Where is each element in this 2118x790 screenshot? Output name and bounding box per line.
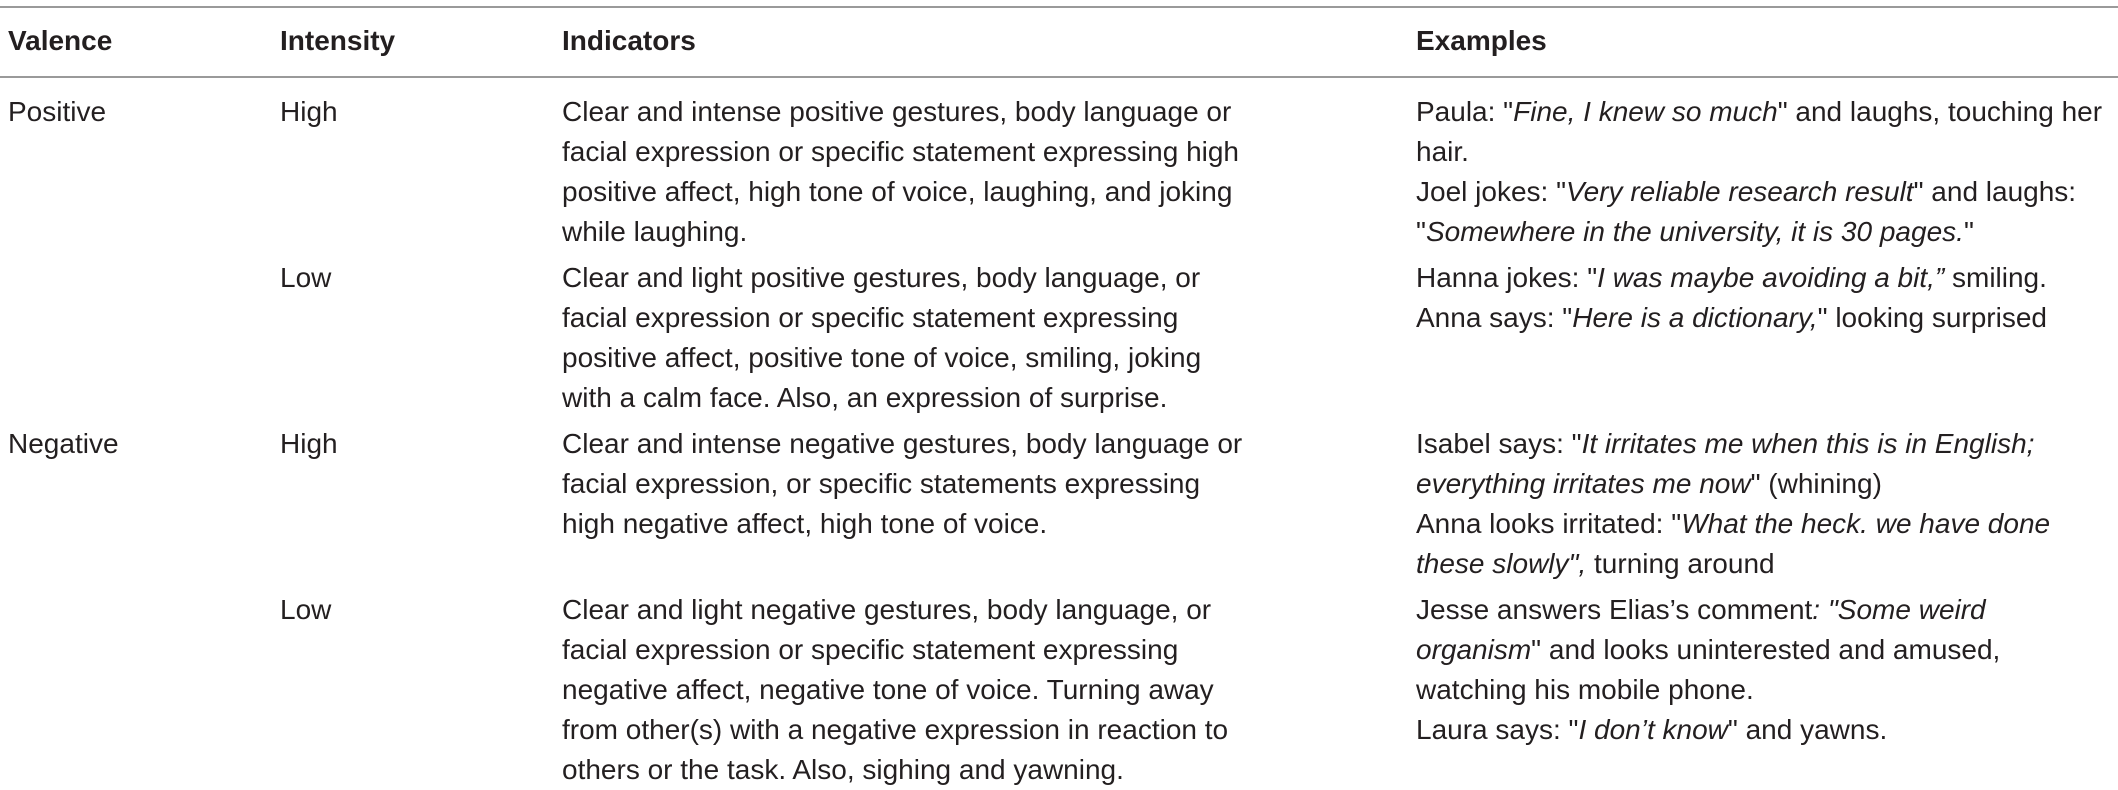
example-text: Anna says: " [1416, 302, 1573, 333]
example-text: " and laughs, touching her [1777, 96, 2103, 127]
indicator-line: facial expression or specific statement expressing high [562, 136, 1240, 167]
header-intensity: Intensity [280, 25, 396, 56]
example-line [1416, 298, 2047, 338]
example-text: Hanna jokes: " [1416, 262, 1598, 293]
indicator-line: Clear and intense positive gestures, body language or [562, 96, 1232, 127]
example-quote: Somewhere in the university, it is 30 pages. [1425, 216, 1964, 247]
example-text: " [1416, 216, 1426, 247]
example-quote: It irritates me when this is in English; [1581, 428, 2035, 459]
example-text: turning around [1586, 548, 1775, 579]
example-line [1416, 504, 2050, 544]
indicator-line: Clear and light positive gestures, body language, or [562, 262, 1201, 293]
cell-intensity: High [280, 428, 338, 459]
example-line [1416, 172, 2102, 212]
indicator-line: facial expression or specific statement expressing [562, 634, 1179, 665]
example-text: " looking surprised [1817, 302, 2047, 333]
header-examples: Examples [1416, 25, 1547, 56]
cell-indicators [562, 424, 1242, 544]
cell-intensity: High [280, 96, 338, 127]
example-text: hair. [1416, 136, 1469, 167]
example-line [1416, 132, 2102, 172]
example-line [1416, 710, 2000, 750]
indicator-line: Clear and light negative gestures, body language, or [562, 594, 1212, 625]
example-line [1416, 630, 2000, 670]
example-line [1416, 258, 2047, 298]
example-text: watching his mobile phone. [1416, 674, 1754, 705]
indicator-line: others or the task. Also, sighing and yawning. [562, 754, 1124, 785]
indicator-line: facial expression or specific statement expressing [562, 302, 1179, 333]
header-valence: Valence [8, 25, 113, 56]
example-text: " and looks uninterested and amused, [1531, 634, 2001, 665]
cell-intensity: Low [280, 594, 332, 625]
example-text: Laura says: " [1416, 714, 1579, 745]
example-quote: : [1812, 594, 1828, 625]
indicator-line: Clear and intense negative gestures, body language or [562, 428, 1243, 459]
cell-indicators [562, 258, 1201, 418]
indicator-line: with a calm face. Also, an expression of surprise. [562, 382, 1168, 413]
example-quote: these slowly", [1416, 548, 1587, 579]
example-text: Anna looks irritated: " [1416, 508, 1682, 539]
table-header-rule [0, 76, 2118, 78]
example-line [1416, 424, 2050, 464]
example-text: " (whining) [1750, 468, 1882, 499]
example-text: " and laughs: [1913, 176, 2077, 207]
indicator-line: positive affect, high tone of voice, laughing, and joking [562, 176, 1233, 207]
cell-examples [1416, 92, 2102, 252]
header-indicators: Indicators [562, 25, 696, 56]
indicator-line: facial expression, or specific statements expressing [562, 468, 1201, 499]
example-quote: What the heck. we have done [1681, 508, 2051, 539]
example-line [1416, 212, 2102, 252]
indicator-line: from other(s) with a negative expression in reaction to [562, 714, 1229, 745]
example-line [1416, 590, 2000, 630]
example-text: smiling. [1944, 262, 2047, 293]
indicator-line: while laughing. [562, 216, 748, 247]
example-quote: organism [1416, 634, 1532, 665]
cell-examples [1416, 424, 2050, 584]
cell-examples [1416, 590, 2000, 750]
example-text: " [1963, 216, 1974, 247]
example-text: " and yawns. [1727, 714, 1888, 745]
cell-valence: Positive [8, 96, 107, 127]
example-text: Isabel says: " [1416, 428, 1582, 459]
cell-valence: Negative [8, 428, 119, 459]
example-quote: I don’t know [1578, 714, 1728, 745]
example-quote: Very reliable research result [1566, 176, 1914, 207]
cell-indicators [562, 590, 1228, 790]
example-text: Joel jokes: " [1416, 176, 1567, 207]
example-quote: Fine, I knew so much [1513, 96, 1778, 127]
example-line [1416, 670, 2000, 710]
cell-examples [1416, 258, 2047, 338]
example-quote: Here is a dictionary, [1572, 302, 1818, 333]
example-line [1416, 464, 2050, 504]
indicator-line: high negative affect, high tone of voice. [562, 508, 1048, 539]
example-line [1416, 544, 2050, 584]
cell-intensity: Low [280, 262, 332, 293]
cell-indicators [562, 92, 1239, 252]
example-quote: everything irritates me now [1416, 468, 1751, 499]
indicator-line: negative affect, negative tone of voice. Turning away [562, 674, 1214, 705]
example-quote: I was maybe avoiding a bit,” [1597, 262, 1945, 293]
table-top-rule [0, 6, 2118, 8]
example-line [1416, 92, 2102, 132]
example-quote: "Some weird [1827, 594, 1986, 625]
example-text: Paula: " [1416, 96, 1514, 127]
indicator-line: positive affect, positive tone of voice, smiling, joking [562, 342, 1202, 373]
example-text: Jesse answers Elias’s comment [1416, 594, 1813, 625]
